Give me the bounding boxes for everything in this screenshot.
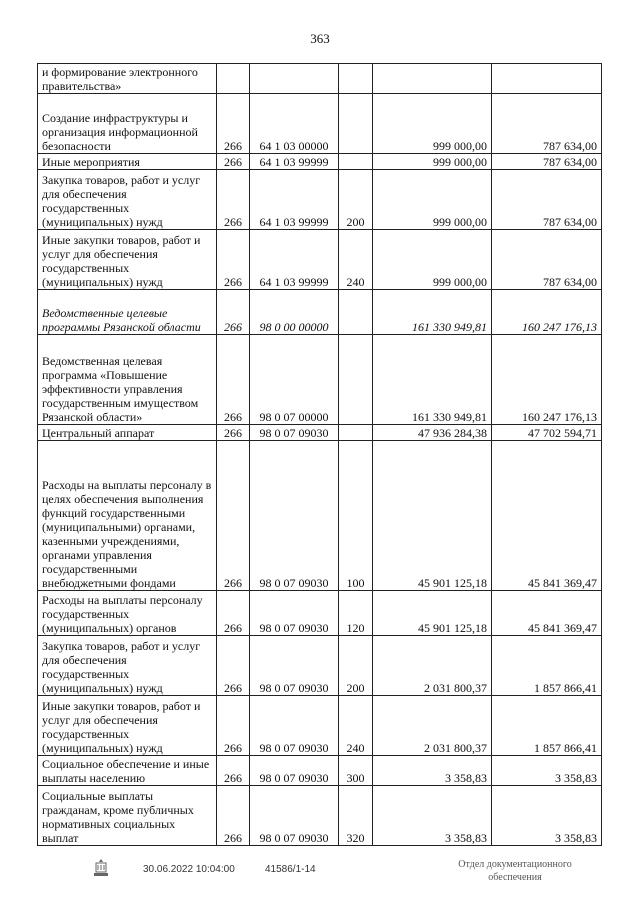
- row-vr: 120: [339, 591, 373, 636]
- row-vr: [339, 64, 373, 94]
- row-ved: 266: [217, 94, 250, 154]
- row-ved: 266: [217, 425, 250, 441]
- row-name: Иные закупки товаров, работ и услуг для обеспечения государственных (муниципальных) нужд: [38, 696, 217, 756]
- row-name: Социальное обеспечение и иные выплаты населению: [38, 756, 217, 786]
- row-csr: 64 1 03 00000: [250, 94, 339, 154]
- row-ved: [217, 64, 250, 94]
- row-csr: 64 1 03 99999: [250, 170, 339, 230]
- row-name: Расходы на выплаты персоналу в целях обеспечения выполнения функций государственными (муниципальными) органами, казенными учреждениями, органами управления государственными внебюджетными фондами: [38, 441, 217, 591]
- table-row: [38, 636, 602, 696]
- row-sum1: 2 031 800,37: [373, 636, 492, 696]
- table-row: [38, 786, 602, 846]
- footer-department-line1: Отдел документационного: [458, 859, 572, 870]
- row-sum1: 999 000,00: [373, 94, 492, 154]
- budget-table: [37, 63, 602, 846]
- row-sum2: [492, 64, 602, 94]
- row-vr: 240: [339, 696, 373, 756]
- row-csr: 98 0 07 09030: [250, 425, 339, 441]
- row-name: Иные мероприятия: [38, 154, 217, 170]
- row-sum1: 999 000,00: [373, 170, 492, 230]
- row-sum1: 3 358,83: [373, 786, 492, 846]
- row-name: Расходы на выплаты персоналу государственных (муниципальных) органов: [38, 591, 217, 636]
- row-sum2: 47 702 594,71: [492, 425, 602, 441]
- table-row: [38, 756, 602, 786]
- table-row: [38, 170, 602, 230]
- row-sum2: 1 857 866,41: [492, 696, 602, 756]
- row-ved: 266: [217, 154, 250, 170]
- row-vr: [339, 335, 373, 425]
- row-csr: 98 0 07 09030: [250, 636, 339, 696]
- row-vr: 240: [339, 230, 373, 290]
- footer-department: [430, 858, 600, 884]
- row-sum1: 47 936 284,38: [373, 425, 492, 441]
- row-csr: 98 0 07 09030: [250, 786, 339, 846]
- row-name: Создание инфраструктуры и организация информационной безопасности: [38, 94, 217, 154]
- row-vr: [339, 290, 373, 335]
- row-vr: 300: [339, 756, 373, 786]
- row-name: Закупка товаров, работ и услуг для обеспечения государственных (муниципальных) нужд: [38, 636, 217, 696]
- row-ved: 266: [217, 786, 250, 846]
- row-sum2: 45 841 369,47: [492, 591, 602, 636]
- row-vr: 200: [339, 170, 373, 230]
- footer-department-line2: обеспечения: [488, 872, 542, 883]
- row-sum2: 3 358,83: [492, 786, 602, 846]
- row-csr: [250, 64, 339, 94]
- row-name: Иные закупки товаров, работ и услуг для обеспечения государственных (муниципальных) нужд: [38, 230, 217, 290]
- row-sum2: 1 857 866,41: [492, 636, 602, 696]
- row-ved: 266: [217, 170, 250, 230]
- row-csr: 98 0 07 00000: [250, 335, 339, 425]
- row-sum1: 45 901 125,18: [373, 591, 492, 636]
- row-sum1: [373, 64, 492, 94]
- table-row: [38, 230, 602, 290]
- row-vr: 320: [339, 786, 373, 846]
- row-sum2: 787 634,00: [492, 154, 602, 170]
- table-row: [38, 154, 602, 170]
- footer-datetime: 30.06.2022 10:04:00: [143, 864, 235, 875]
- row-vr: [339, 94, 373, 154]
- row-sum1: 45 901 125,18: [373, 441, 492, 591]
- row-ved: 266: [217, 441, 250, 591]
- row-name: и формирование электронного правительства»: [38, 64, 217, 94]
- row-ved: 266: [217, 290, 250, 335]
- row-sum1: 161 330 949,81: [373, 335, 492, 425]
- row-csr: 98 0 07 09030: [250, 696, 339, 756]
- row-name: Закупка товаров, работ и услуг для обеспечения государственных (муниципальных) нужд: [38, 170, 217, 230]
- row-sum1: 999 000,00: [373, 230, 492, 290]
- row-csr: 64 1 03 99999: [250, 230, 339, 290]
- row-vr: [339, 154, 373, 170]
- row-ved: 266: [217, 636, 250, 696]
- table-row: [38, 425, 602, 441]
- table-row: [38, 335, 602, 425]
- row-vr: 200: [339, 636, 373, 696]
- table-row: [38, 94, 602, 154]
- row-ved: 266: [217, 335, 250, 425]
- row-name: Ведомственные целевые программы Рязанской области: [38, 290, 217, 335]
- table-row: [38, 591, 602, 636]
- row-sum1: 999 000,00: [373, 154, 492, 170]
- row-sum1: 3 358,83: [373, 756, 492, 786]
- row-sum1: 161 330 949,81: [373, 290, 492, 335]
- row-name: Ведомственная целевая программа «Повышение эффективности управления государственным имуществом Рязанской области»: [38, 335, 217, 425]
- row-sum2: 787 634,00: [492, 170, 602, 230]
- row-vr: [339, 425, 373, 441]
- row-ved: 266: [217, 756, 250, 786]
- table-row: [38, 441, 602, 591]
- row-csr: 98 0 07 09030: [250, 591, 339, 636]
- row-ved: 266: [217, 696, 250, 756]
- emblem-icon: [90, 857, 112, 879]
- table-row: [38, 290, 602, 335]
- row-sum2: 160 247 176,13: [492, 290, 602, 335]
- row-csr: 98 0 00 00000: [250, 290, 339, 335]
- page-number: 363: [310, 31, 330, 46]
- row-sum2: 3 358,83: [492, 756, 602, 786]
- row-sum2: 787 634,00: [492, 230, 602, 290]
- row-vr: 100: [339, 441, 373, 591]
- row-sum2: 787 634,00: [492, 94, 602, 154]
- row-ved: 266: [217, 591, 250, 636]
- table-row: [38, 696, 602, 756]
- table-row: [38, 64, 602, 94]
- row-sum2: 160 247 176,13: [492, 335, 602, 425]
- row-csr: 98 0 07 09030: [250, 756, 339, 786]
- row-csr: 64 1 03 99999: [250, 154, 339, 170]
- row-sum2: 45 841 369,47: [492, 441, 602, 591]
- row-name: Центральный аппарат: [38, 425, 217, 441]
- row-name: Социальные выплаты гражданам, кроме публичных нормативных социальных выплат: [38, 786, 217, 846]
- row-csr: 98 0 07 09030: [250, 441, 339, 591]
- row-sum1: 2 031 800,37: [373, 696, 492, 756]
- footer-reg-number: 41586/1-14: [265, 864, 316, 875]
- row-ved: 266: [217, 230, 250, 290]
